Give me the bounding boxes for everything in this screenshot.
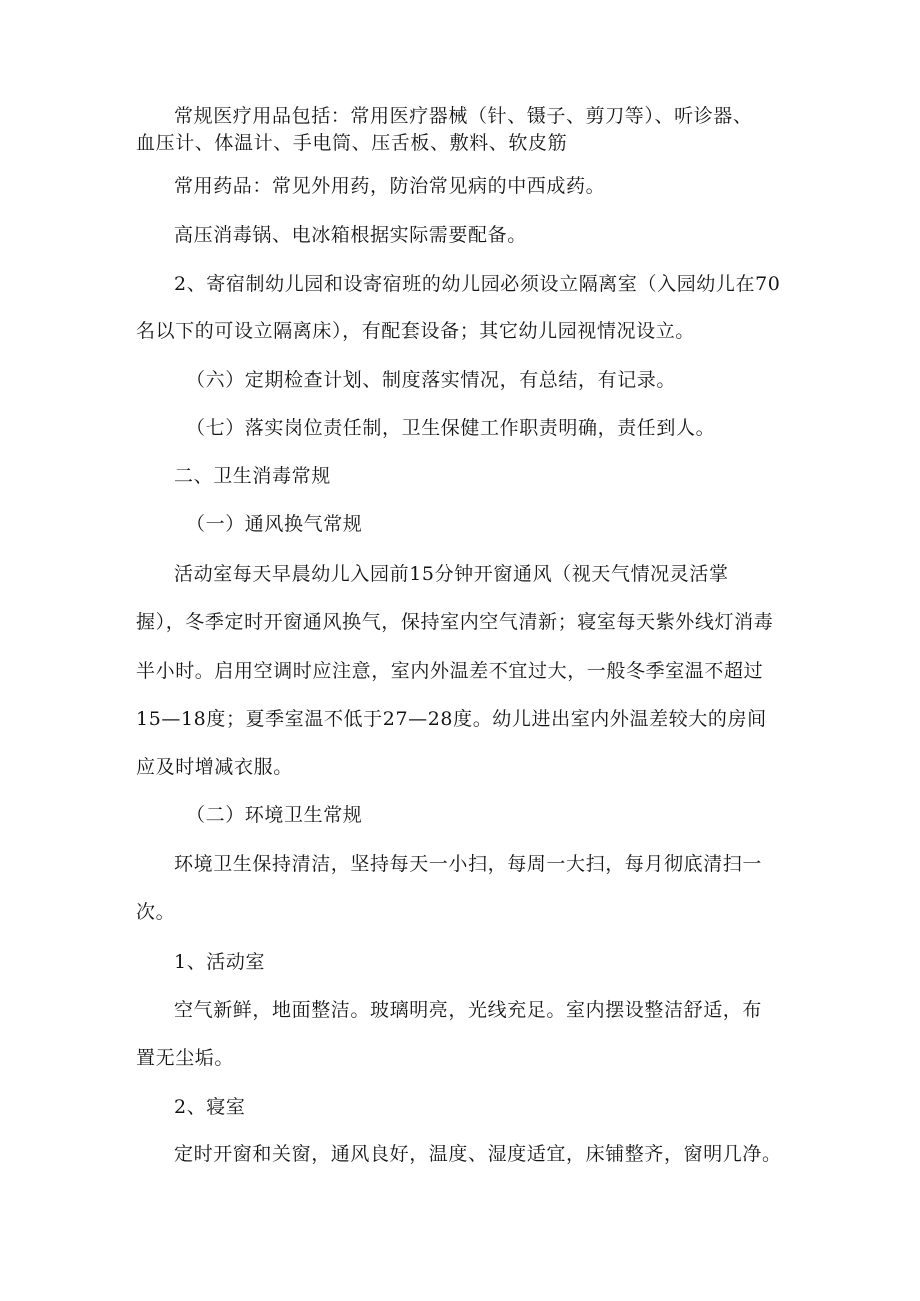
item-heading: 1、活动室	[174, 951, 266, 973]
text-line: 2、寄宿制幼儿园和设寄宿班的幼儿园必须设立隔离室（入园幼儿在70	[174, 273, 781, 295]
subsection-heading: （一）通风换气常规	[186, 513, 363, 535]
subsection-heading: （二）环境卫生常规	[186, 804, 363, 826]
text-line: 常用药品：常见外用药，防治常见病的中西成药。	[174, 175, 606, 197]
text-line: 血压计、体温计、手电筒、压舌板、敷料、软皮筋	[136, 132, 568, 154]
text-line: 应及时增减衣服。	[136, 756, 293, 778]
text-line: （六）定期检查计划、制度落实情况，有总结，有记录。	[186, 369, 677, 391]
text-line: 空气新鲜，地面整洁。玻璃明亮，光线充足。室内摆设整洁舒适，布	[174, 999, 763, 1021]
text-line: 次。	[136, 901, 176, 923]
text-line: 置无尘垢。	[136, 1047, 235, 1069]
text-line: 名以下的可设立隔离床），有配套设备；其它幼儿园视情况设立。	[136, 320, 695, 342]
text-line: 15—18度；夏季室温不低于27—28度。幼儿进出室内外温差较大的房间	[136, 708, 767, 730]
item-heading: 2、寝室	[174, 1096, 246, 1118]
text-line: 定时开窗和关窗，通风良好，温度、湿度适宜，床铺整齐，窗明几净。	[174, 1143, 782, 1165]
text-line: 半小时。启用空调时应注意，室内外温差不宜过大，一般冬季室温不超过	[136, 660, 764, 682]
text-line: 环境卫生保持清洁，坚持每天一小扫，每周一大扫，每月彻底清扫一	[174, 853, 763, 875]
text-line: 常规医疗用品包括：常用医疗器械（针、镊子、剪刀等）、听诊器、	[174, 105, 753, 127]
text-line: 活动室每天早晨幼儿入园前15分钟开窗通风（视天气情况灵活掌	[174, 563, 729, 585]
text-line: （七）落实岗位责任制，卫生保健工作职责明确，责任到人。	[186, 417, 716, 439]
section-heading: 二、卫生消毒常规	[174, 465, 331, 487]
text-line: 高压消毒锅、电冰箱根据实际需要配备。	[174, 224, 527, 246]
text-line: 握），冬季定时开窗通风换气，保持室内空气清新；寝室每天紫外线灯消毒	[136, 611, 774, 633]
